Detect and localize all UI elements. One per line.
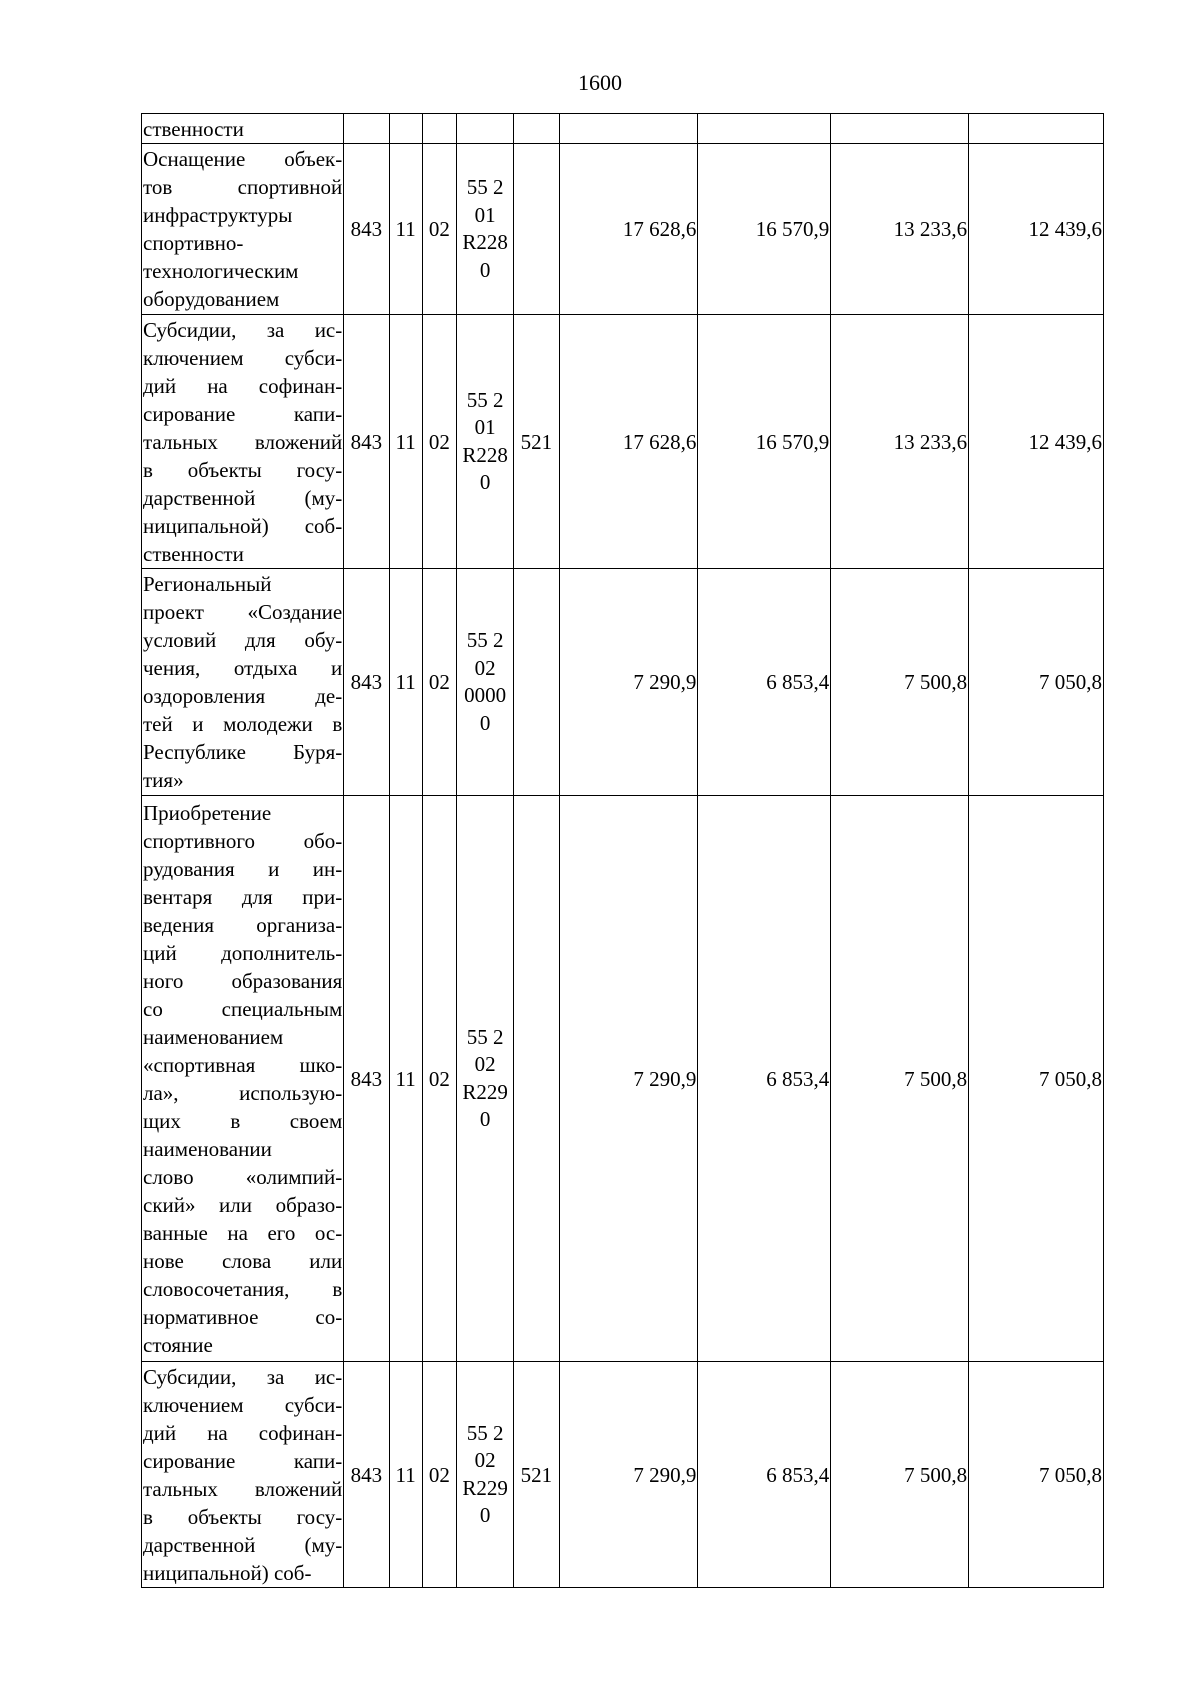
ved-cell: [344, 114, 389, 144]
item-name-line: технологическим: [143, 259, 299, 283]
item-name-line: наименованием: [143, 1024, 284, 1049]
csr-line: 55 2: [466, 387, 504, 412]
csr-cell: [456, 569, 513, 796]
item-name-line: нове слова или: [143, 1248, 343, 1273]
value-cell-1: 7 290,9: [559, 796, 698, 1362]
rz-cell: 11: [389, 315, 422, 569]
pr-cell: 02: [422, 796, 456, 1362]
item-name-line: чения, отдыха и: [143, 656, 343, 680]
rz-cell: 11: [389, 569, 422, 796]
csr-line: 55 2: [466, 175, 504, 199]
csr-cell: [456, 796, 513, 1362]
item-name-line: тальных вложений: [143, 1476, 343, 1501]
item-name-line: стояние: [143, 1332, 213, 1357]
value-cell-1: 7 290,9: [559, 569, 698, 796]
csr-line: 0: [479, 470, 491, 494]
item-name-line: дарственной (му-: [143, 485, 343, 510]
item-name-line: ключением субси-: [143, 1392, 343, 1417]
item-name-line: в объекты госу-: [143, 1504, 343, 1529]
item-name-line: наименовании: [143, 1136, 272, 1161]
csr-line: 55 2: [466, 1024, 504, 1049]
csr-line: 01: [474, 415, 496, 439]
csr-line: 0: [479, 1107, 491, 1131]
value-cell-2: 16 570,9: [698, 315, 831, 569]
item-name-line: ведения организа-: [143, 912, 343, 937]
page-number: 1600: [578, 70, 622, 95]
item-name-cell: [142, 796, 344, 1362]
csr-line: 01: [474, 202, 496, 227]
csr-line: 55 2: [466, 1420, 504, 1445]
item-name-line: дий на софинан-: [143, 1420, 343, 1445]
csr-line: R228: [462, 230, 508, 254]
table-row: [142, 796, 1104, 1362]
item-name-line: спортивного обо-: [143, 828, 343, 853]
value-cell-3: 7 500,8: [831, 569, 969, 796]
item-name-line: тей и молодежи в: [143, 712, 343, 736]
value-cell-2: [698, 114, 831, 144]
item-name-cell: [142, 315, 344, 569]
item-name-line: ключением субси-: [143, 345, 343, 370]
item-name-line: условий для обу-: [143, 628, 343, 652]
vr-cell: [514, 144, 559, 315]
value-cell-4: 7 050,8: [969, 569, 1104, 796]
item-name-line: Субсидии, за ис-: [143, 1364, 343, 1389]
item-name-line: ниципальной) соб-: [143, 513, 343, 538]
value-cell-4: 12 439,6: [969, 144, 1104, 315]
item-name-cell: [142, 144, 344, 315]
item-name-line: Субсидии, за ис-: [143, 317, 343, 342]
item-name-line: инфраструктуры: [143, 203, 293, 227]
item-name-line: ного образования: [143, 968, 343, 993]
item-name-line: щих в своем: [143, 1108, 343, 1133]
pr-cell: [422, 114, 456, 144]
value-cell-4: 12 439,6: [969, 315, 1104, 569]
item-name-line: ственности: [143, 541, 244, 566]
rz-cell: [389, 114, 422, 144]
value-cell-4: 7 050,8: [969, 1362, 1104, 1588]
value-cell-4: [969, 114, 1104, 144]
rz-cell: 11: [389, 144, 422, 315]
item-name-line: ванные на его ос-: [143, 1220, 343, 1245]
value-cell-3: 7 500,8: [831, 796, 969, 1362]
table-row: [142, 1362, 1104, 1588]
item-name-line: ций дополнитель-: [143, 940, 343, 965]
item-name-line: вентаря для при-: [143, 884, 343, 909]
item-name-cell: [142, 1362, 344, 1588]
pr-cell: 02: [422, 315, 456, 569]
csr-cell: [456, 114, 513, 144]
item-name-line: со специальным: [143, 996, 343, 1021]
item-name-line: оборудованием: [143, 287, 280, 311]
item-name-line: тальных вложений: [143, 429, 343, 454]
item-name-line: дий на софинан-: [143, 373, 343, 398]
value-cell-2: 6 853,4: [698, 569, 831, 796]
csr-line: 55 2: [466, 628, 504, 652]
item-name-line: ственности: [143, 116, 244, 141]
csr-line: 0: [479, 257, 491, 282]
item-name-line: ниципальной) соб-: [143, 1560, 312, 1585]
value-cell-3: 7 500,8: [831, 1362, 969, 1588]
item-name-line: сирование капи-: [143, 1448, 343, 1473]
vr-cell: [514, 569, 559, 796]
vr-cell: 521: [514, 1362, 559, 1588]
item-name-line: в объекты госу-: [143, 457, 343, 482]
csr-line: 0: [479, 710, 491, 735]
table-row: [142, 315, 1104, 569]
value-cell-2: 6 853,4: [698, 796, 831, 1362]
item-name-cell: [142, 114, 344, 144]
csr-cell: [456, 1362, 513, 1588]
item-name-line: дарственной (му-: [143, 1532, 343, 1557]
item-name-line: Региональный: [143, 572, 272, 596]
item-name-line: тов спортивной: [143, 175, 343, 199]
vr-cell: [514, 796, 559, 1362]
ved-cell: 843: [344, 796, 389, 1362]
table-body: [142, 114, 1104, 1588]
value-cell-3: 13 233,6: [831, 315, 969, 569]
item-name-line: тия»: [143, 768, 184, 792]
value-cell-1: 17 628,6: [559, 144, 698, 315]
value-cell-3: [831, 114, 969, 144]
value-cell-4: 7 050,8: [969, 796, 1104, 1362]
ved-cell: 843: [344, 1362, 389, 1588]
vr-cell: 521: [514, 315, 559, 569]
item-name-line: спортивно-: [143, 231, 244, 255]
budget-table: [141, 113, 1104, 1588]
table-row: [142, 114, 1104, 144]
item-name-line: ла», использую-: [143, 1080, 343, 1105]
csr-line: 02: [474, 1448, 496, 1472]
value-cell-2: 6 853,4: [698, 1362, 831, 1588]
value-cell-1: 7 290,9: [559, 1362, 698, 1588]
item-name-line: рудования и ин-: [143, 856, 343, 881]
csr-line: R229: [462, 1475, 508, 1500]
csr-line: 0: [479, 1503, 491, 1527]
csr-line: 02: [474, 1052, 496, 1076]
ved-cell: 843: [344, 315, 389, 569]
pr-cell: 02: [422, 144, 456, 315]
item-name-cell: [142, 569, 344, 796]
csr-line: 02: [474, 655, 496, 680]
rz-cell: 11: [389, 1362, 422, 1588]
ved-cell: 843: [344, 569, 389, 796]
pr-cell: 02: [422, 569, 456, 796]
item-name-line: словосочетания, в: [143, 1276, 343, 1301]
item-name-line: нормативное со-: [143, 1304, 343, 1329]
csr-line: 0000: [464, 683, 507, 707]
table-row: [142, 569, 1104, 796]
item-name-line: «спортивная шко-: [143, 1052, 343, 1077]
item-name-line: проект «Создание: [143, 600, 343, 624]
rz-cell: 11: [389, 796, 422, 1362]
csr-cell: [456, 315, 513, 569]
table-row: [142, 144, 1104, 315]
item-name-line: Оснащение объек-: [143, 147, 343, 171]
value-cell-2: 16 570,9: [698, 144, 831, 315]
csr-line: R229: [462, 1079, 508, 1104]
item-name-line: Республике Буря-: [143, 740, 343, 764]
value-cell-1: [559, 114, 698, 144]
csr-cell: [456, 144, 513, 315]
value-cell-3: 13 233,6: [831, 144, 969, 315]
item-name-line: Приобретение: [143, 800, 272, 825]
item-name-line: слово «олимпий-: [143, 1164, 343, 1189]
vr-cell: [514, 114, 559, 144]
csr-line: R228: [462, 442, 508, 467]
item-name-line: оздоровления де-: [143, 684, 343, 708]
pr-cell: 02: [422, 1362, 456, 1588]
ved-cell: 843: [344, 144, 389, 315]
item-name-line: ский» или образо-: [143, 1192, 343, 1217]
value-cell-1: 17 628,6: [559, 315, 698, 569]
item-name-line: сирование капи-: [143, 401, 343, 426]
